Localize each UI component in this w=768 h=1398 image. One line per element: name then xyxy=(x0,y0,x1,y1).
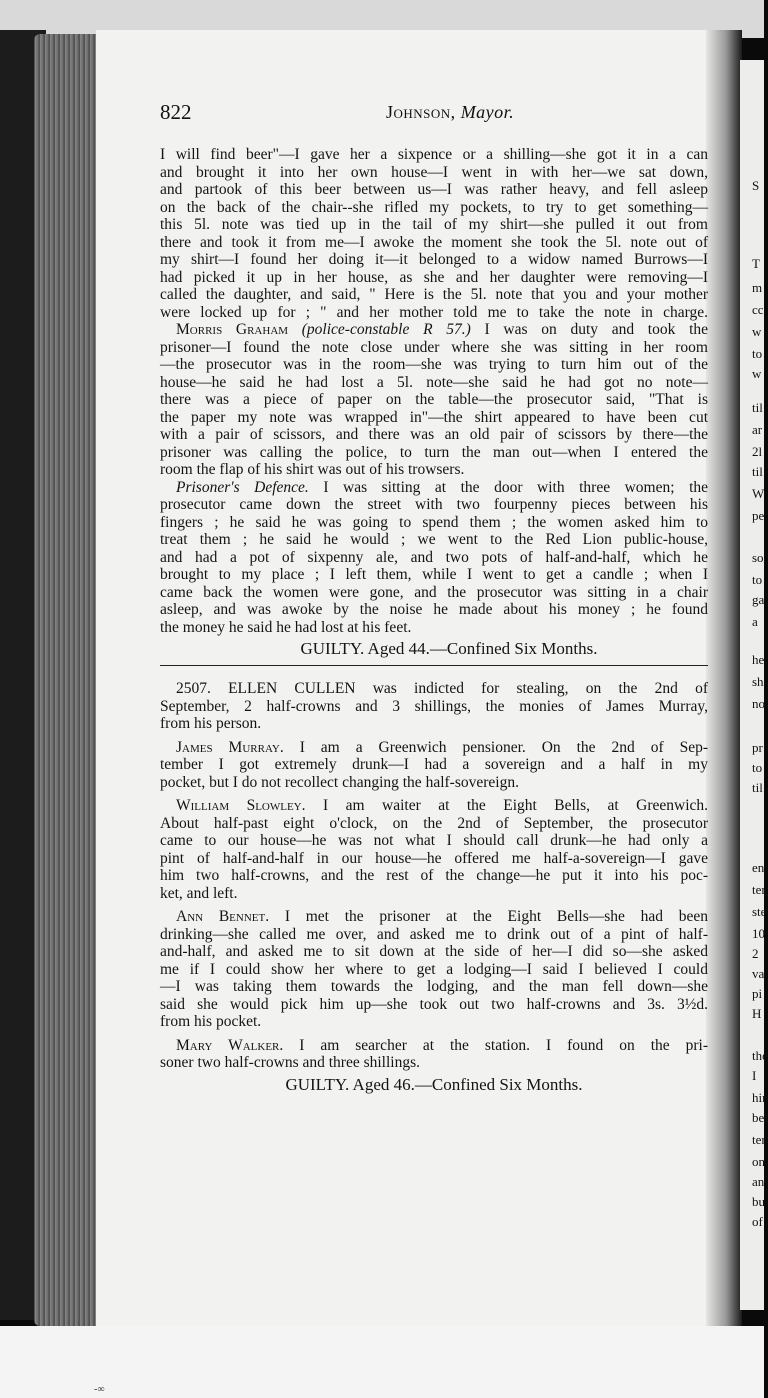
facing-fragment: ar xyxy=(752,422,763,437)
text-line xyxy=(160,797,708,815)
text-line xyxy=(160,1037,708,1055)
text-line: house—he said he had lost a 5l. note—she said he had got no note— xyxy=(160,373,708,391)
text-line: prosecutor came down the street with two fourpenny pieces between his xyxy=(160,496,708,513)
facing-fragment: a xyxy=(752,614,758,629)
text-line xyxy=(160,321,708,339)
text-line: prisoner was calling the police, to turn the man out—when I entered the xyxy=(160,443,708,461)
running-head-title: Mayor. xyxy=(460,102,515,122)
page-number: 822 xyxy=(160,100,192,124)
defence-label: Prisoner's Defence. xyxy=(176,478,309,496)
facing-fragment: sh xyxy=(752,674,764,689)
facing-fragment: bu xyxy=(752,1194,765,1209)
text-line: the money he said he had lost at his feet. xyxy=(160,618,412,636)
gutter-shadow xyxy=(706,30,742,1326)
text-line: room the flap of his shirt was out of his trowsers. xyxy=(160,461,465,478)
text-line: treat them ; he said he would ; we went to the Red Lion public-house, xyxy=(160,531,708,548)
text-line: I will find beer"—I gave her a sixpence or a shilling—she got it in a can xyxy=(160,146,708,163)
facing-fragment: pr xyxy=(752,740,763,755)
page-edges xyxy=(34,34,98,1326)
facing-fragment: w xyxy=(752,366,762,381)
facing-fragment: til xyxy=(752,464,763,479)
facing-fragment: en xyxy=(752,860,765,875)
facing-fragment: 2l xyxy=(752,444,763,459)
case-2507 xyxy=(160,680,708,1098)
text-line: September, 2 half-crowns and 3 shillings, the monies of James Murray, xyxy=(160,697,708,715)
text-fragment: I am a Greenwich pensioner. On the 2nd of Sep- xyxy=(299,738,709,756)
testimony-graham xyxy=(160,321,708,479)
text-line: me if I could show her where to get a lodging—I said I believed I could xyxy=(160,960,708,978)
text-line: pint of half-and-half in our house—he offered me half-a-sovereign—I gave xyxy=(160,849,708,867)
facing-fragment: pi xyxy=(752,986,763,1001)
text-line: said she would pick him up—she took out two half-crowns and 3s. 3½d. xyxy=(160,995,708,1013)
facing-fragment: I xyxy=(752,1068,757,1083)
case-number: 2507. xyxy=(176,680,211,697)
witness-role: (police-constable R 57.) xyxy=(301,321,471,338)
text-line: him two half-crowns, and the rest of the change—he put it into his poc- xyxy=(160,867,708,884)
text-line: —I was taking them towards the lodging, and the man fell down—she xyxy=(160,978,708,995)
text-line: About half-past eight o'clock, on the 2nd of September, the prosecutor xyxy=(160,814,708,832)
text-line: fingers ; he said he was going to spend them ; the women asked him to xyxy=(160,513,708,531)
text-line: there and took it from me—I awoke the moment she took the 5l. note out of xyxy=(160,233,708,251)
text-line: prisoner—I found the note close under where she was sitting in her room xyxy=(160,338,708,356)
facing-fragment: bel xyxy=(752,1110,768,1125)
witness-name: William Slowley. xyxy=(176,797,306,814)
text-fragment: I was sitting at the door with three women; the xyxy=(323,478,709,496)
facing-fragment: w xyxy=(752,324,762,339)
text-line: ket, and left. xyxy=(160,884,238,902)
facing-fragment: W xyxy=(752,486,765,501)
text-line: brought to my place ; I left them, while I went to get a candle ; when I xyxy=(160,566,708,583)
text-line: the paper my note was wrapped in"—the shirt appeared to have been cut xyxy=(160,408,708,426)
text-line: there was a piece of paper on the table—the prosecutor said, "That is xyxy=(160,391,708,408)
text-fragment: I was on duty and took the xyxy=(484,321,709,338)
facing-fragment: on xyxy=(752,1154,765,1169)
facing-fragment: the xyxy=(752,1048,768,1063)
witness-name: Ann Bennet. xyxy=(176,908,270,925)
testimony-continued xyxy=(160,146,708,321)
text-line: from his person. xyxy=(160,715,262,732)
text-line: tember I got extremely drunk—I had a sovereign and a half in my xyxy=(160,756,708,773)
text-fragment: I am waiter at the Eight Bells, at Greenwich. xyxy=(322,797,709,814)
facing-fragment: pe xyxy=(752,508,765,523)
facing-fragment: til xyxy=(752,780,763,795)
facing-fragment: va xyxy=(752,966,765,981)
text-line: drinking—she called me over, and asked me to drink out of a pint of half- xyxy=(160,925,708,943)
facing-fragment: to xyxy=(752,760,763,775)
facing-fragment: no xyxy=(752,696,765,711)
facing-fragment: 2 xyxy=(752,946,759,961)
facing-fragment: T xyxy=(752,256,760,271)
facing-fragment: S xyxy=(752,178,760,193)
text-fragment: ELLEN CULLEN was indicted for stealing, on the 2nd of xyxy=(228,680,708,697)
text-line: and brought it into her own house—I went in with her—we sat down, xyxy=(160,163,708,181)
witness-name: James Murray. xyxy=(176,738,284,756)
scan-mark: -∞ xyxy=(94,1384,105,1395)
page-text xyxy=(160,146,708,1098)
facing-fragment: ga xyxy=(752,592,765,607)
text-line xyxy=(160,680,708,698)
text-line: and had a pot of sixpenny ale, and two pots of half-and-half, which he xyxy=(160,548,708,566)
text-line: and-half, and asked me to sit down at the side of her—I did so—she asked xyxy=(160,943,708,960)
scan-bottom-margin xyxy=(0,1326,764,1398)
text-line: asleep, and was awoke by the noise he made about his money ; he found xyxy=(160,601,708,618)
page-header xyxy=(0,100,764,130)
facing-fragment: m xyxy=(752,280,763,295)
text-line: this 5l. note was tied up in the tail of my shirt—she pulled it out from xyxy=(160,216,708,233)
text-line: my shirt—I found her doing it—it belonged to a widow named Burrows—I xyxy=(160,251,708,268)
prisoner-defence xyxy=(160,479,708,637)
text-line: with a pair of scissors, and there was an old pair of scissors by there—the xyxy=(160,426,708,443)
verdict: GUILTY. Aged 46.—Confined Six Months. xyxy=(285,1074,583,1094)
text-fragment: I met the prisoner at the Eight Bells—she had been xyxy=(284,908,709,925)
text-line: came to our house—he was not what I should call drunk—he had only a xyxy=(160,832,708,849)
facing-fragment: hir xyxy=(752,1090,767,1105)
section-divider xyxy=(160,665,708,666)
facing-fragment: an xyxy=(752,1174,765,1189)
text-line: —the prosecutor was in the room—she was trying to turn him out of the xyxy=(160,356,708,373)
text-line: had picked it up in her house, as she and her daughter were removing—I xyxy=(160,268,708,286)
text-line: were locked up for ; " and her mother told me to take the note in charge. xyxy=(160,303,708,321)
facing-fragment: ter xyxy=(752,1132,766,1147)
text-line: and partook of this beer between us—I was rather heavy, and fell asleep xyxy=(160,181,708,198)
facing-fragment: so xyxy=(752,550,764,565)
running-head xyxy=(386,102,514,123)
text-line: soner two half-crowns and three shillings. xyxy=(160,1054,420,1071)
text-fragment: I am searcher at the station. I found on the pri- xyxy=(299,1036,708,1054)
facing-fragment: cc xyxy=(752,302,764,317)
witness-name: Mary Walker. xyxy=(176,1036,284,1054)
facing-page-fragment xyxy=(740,60,768,1310)
text-line: from his pocket. xyxy=(160,1013,262,1030)
verdict: GUILTY. Aged 44.—Confined Six Months. xyxy=(300,639,598,658)
witness-name: Morris Graham xyxy=(176,321,289,338)
text-line: came back the women were gone, and the prosecutor was sitting in a chair xyxy=(160,583,708,601)
facing-fragment: H xyxy=(752,1006,762,1021)
facing-fragment: to xyxy=(752,346,763,361)
facing-fragment: til xyxy=(752,400,763,415)
facing-fragment: ste xyxy=(752,904,767,919)
running-head-name: Johnson, xyxy=(386,102,456,122)
facing-fragment: to xyxy=(752,572,763,587)
text-line xyxy=(160,908,708,926)
text-line: pocket, but I do not recollect changing the half-sovereign. xyxy=(160,773,519,791)
facing-fragment: he xyxy=(752,652,765,667)
text-line xyxy=(160,479,708,497)
facing-fragment: of xyxy=(752,1214,763,1229)
facing-fragment: ter xyxy=(752,882,766,897)
text-line xyxy=(160,739,708,757)
text-line: called the daughter, and said, " Here is the 5l. note that you and your mother xyxy=(160,286,708,303)
facing-fragment: 10 xyxy=(752,926,765,941)
text-line: on the back of the chair--she rifled my pockets, to try to get something— xyxy=(160,198,708,216)
